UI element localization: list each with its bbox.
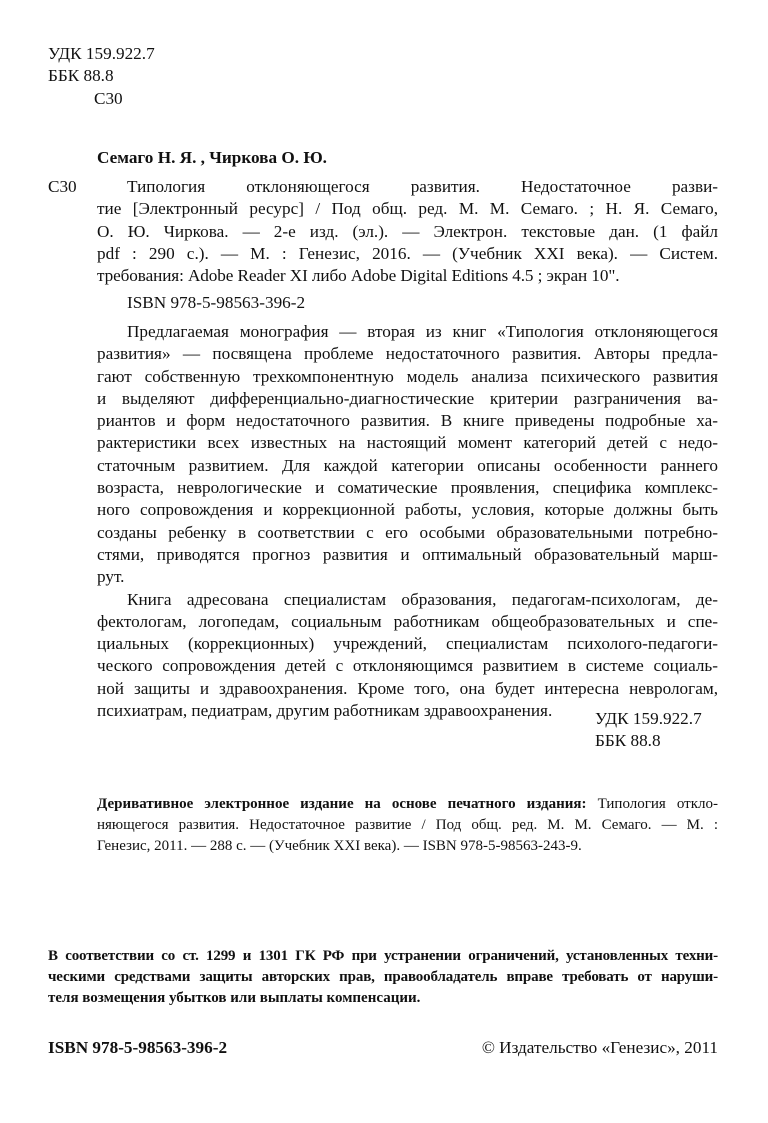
abstract-line: рактеристики всех известных на настоящий момент категорий детей с недо- xyxy=(97,433,718,453)
author-mark: С30 xyxy=(94,88,123,108)
abstract xyxy=(97,321,718,722)
abstract-line: статочным развитием. Для каждой категории описаны особенности раннего xyxy=(97,455,718,475)
description-line: pdf : 290 с.). — М. : Генезис, 2016. — (Учебник XXI века). — Систем. xyxy=(97,243,718,263)
footer-copyright: © Издательство «Генезис», 2011 xyxy=(481,1038,718,1057)
rights-notice xyxy=(48,946,718,1008)
bbk-code-bottom: ББК 88.8 xyxy=(595,731,661,751)
description-line: требования: Adobe Reader XI либо Adobe Digital Editions 4.5 ; экран 10". xyxy=(97,266,620,286)
derivative-rest: Типология откло- xyxy=(586,796,718,812)
abstract-line: стями, приводятся прогноз развития и оптимальный образовательный марш- xyxy=(97,544,718,564)
abstract-line: Книга адресована специалистам образования, педагогам-психологам, де- xyxy=(127,589,718,609)
abstract-line: ного сопровождения и коррекционной работы, условия, которые должны быть xyxy=(97,500,718,520)
derivative-line: Генезис, 2011. — 288 с. — (Учебник XXI века). — ISBN 978-5-98563-243-9. xyxy=(97,837,582,854)
derivative-line: няющегося развития. Недостаточное развитие / Под общ. ред. М. М. Семаго. — М. : xyxy=(97,816,718,833)
rights-line: ческими средствами защиты авторских прав, правообладатель вправе требовать от наруши- xyxy=(48,968,718,985)
derivative-lead: Деривативное электронное издание на основе печатного издания: xyxy=(97,796,587,812)
abstract-line: риантов и форм недостаточного развития. В книге приведены подробные ха- xyxy=(97,411,718,431)
abstract-line: гают собственную трехкомпонентную модель анализа психического развития xyxy=(97,366,718,386)
footer-isbn: ISBN 978-5-98563-396-2 xyxy=(48,1038,228,1057)
abstract-line: ческого сопровождения детей с отклоняющимся развитием в системе социаль- xyxy=(97,656,718,676)
abstract-line: рут. xyxy=(97,567,125,587)
udk-code: УДК 159.922.7 xyxy=(48,44,155,63)
abstract-line: и выделяют дифференциально-диагностические критерии разграничения ва- xyxy=(97,388,718,408)
abstract-line: возраста, неврологические и соматические проявления, специфика комплекс- xyxy=(97,478,718,498)
side-author-mark: С30 xyxy=(48,177,77,196)
bottom-codes xyxy=(595,708,702,753)
description-line: тие [Электронный ресурс] / Под общ. ред. М. М. Семаго. ; Н. Я. Семаго, xyxy=(97,199,718,219)
description-line: О. Ю. Чиркова. — 2-е изд. (эл.). — Электрон. текстовые дан. (1 файл xyxy=(97,221,718,241)
abstract-line: развития» — посвящена проблеме недостаточного развития. Авторы предла- xyxy=(97,344,718,364)
bibliographic-description xyxy=(97,176,718,287)
abstract-line: психиатрам, педиатрам, другим работникам здравоохранения. xyxy=(97,701,553,721)
abstract-line: созданы ребенку в соответствии с его особыми образовательными потребно- xyxy=(97,522,718,542)
derivative-line xyxy=(97,794,718,815)
abstract-line: циальных (коррекционных) учреждений, специалистам психолого-педагоги- xyxy=(97,634,718,654)
bbk-code: ББК 88.8 xyxy=(48,66,114,86)
isbn-main: ISBN 978-5-98563-396-2 xyxy=(127,293,306,312)
udk-code-bottom: УДК 159.922.7 xyxy=(595,709,702,728)
top-codes xyxy=(48,43,155,110)
abstract-line: Предлагаемая монография — вторая из книг «Типология отклоняющегося xyxy=(127,322,718,341)
rights-line: В соответствии со ст. 1299 и 1301 ГК РФ при устранении ограничений, установленных техни- xyxy=(48,948,718,964)
rights-line: теля возмещения убытков или выплаты компенсации. xyxy=(48,989,421,1006)
derivative-note xyxy=(97,794,718,856)
abstract-line: фектологам, логопедам, социальным работникам общеобразовательных и спе- xyxy=(97,611,718,631)
authors-heading: Семаго Н. Я. , Чиркова О. Ю. xyxy=(97,148,327,167)
description-line: Типология отклоняющегося развития. Недостаточное разви- xyxy=(127,177,718,196)
abstract-line: ной защиты и здравоохранения. Кроме того, она будет интересна неврологам, xyxy=(97,678,718,698)
